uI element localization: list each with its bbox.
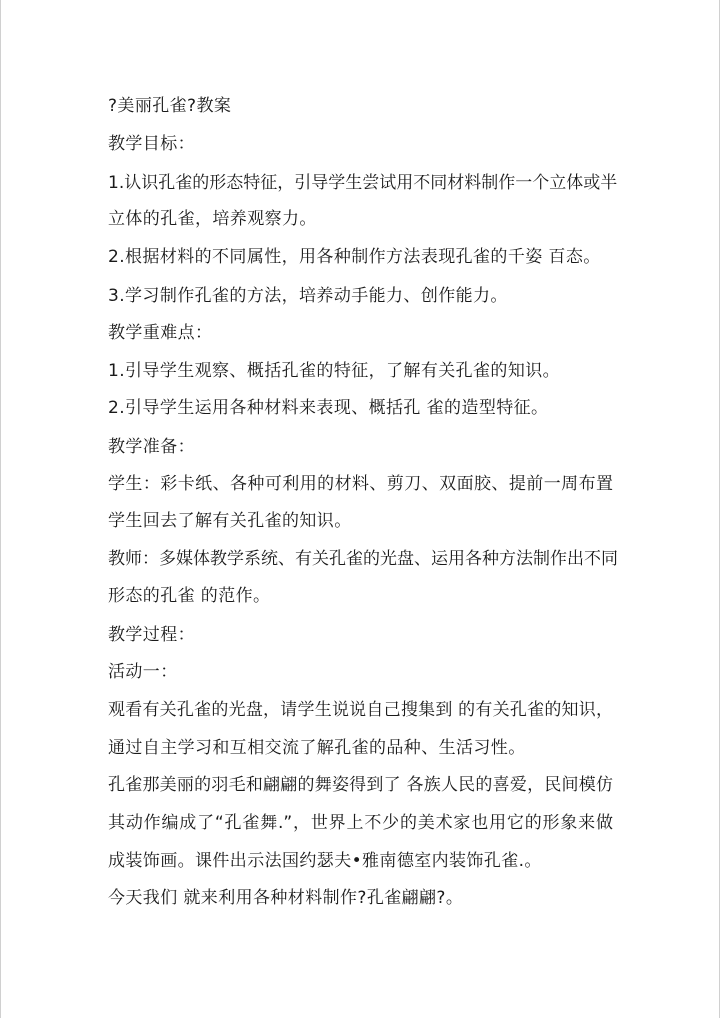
key-point-2: 2.引导学生运用各种材料来表现、概括孔 雀的造型特征。	[108, 398, 549, 418]
prep-teacher-line-1: 教师：多媒体教学系统、有关孔雀的光盘、运用各种方法制作出不同	[108, 549, 618, 569]
document-title: ?美丽孔雀?教案	[108, 96, 232, 116]
objective-1-line-1: 1.认识孔雀的形态特征，引导学生尝试用不同材料制作一个立体或半	[108, 173, 618, 193]
activity-1-para-1-line-1: 观看有关孔雀的光盘，请学生说说自己搜集到 的有关孔雀的知识，	[108, 700, 613, 720]
preparation-heading: 教学准备：	[108, 437, 195, 457]
objective-1-line-2: 立体的孔雀，培养观察力。	[108, 209, 317, 229]
activity-1-para-2-line-3: 成装饰画。课件出示法国约瑟夫•雅南德室内装饰孔雀.。	[108, 851, 542, 871]
activity-1-para-3: 今天我们 就来利用各种材料制作?孔雀翩翩?。	[108, 888, 464, 908]
objective-2: 2.根据材料的不同属性，用各种制作方法表现孔雀的千姿 百态。	[108, 247, 601, 267]
objective-3: 3.学习制作孔雀的方法，培养动手能力、创作能力。	[108, 286, 508, 306]
process-heading: 教学过程：	[108, 625, 195, 645]
activity-1-para-2-line-1: 孔雀那美丽的羽毛和翩翩的舞姿得到了 各族人民的喜爱，民间模仿	[108, 775, 613, 795]
key-point-1: 1.引导学生观察、概括孔雀的特征，了解有关孔雀的知识。	[108, 361, 561, 381]
prep-student-line-1: 学生：彩卡纸、各种可利用的材料、剪刀、双面胶、提前一周布置	[108, 474, 613, 494]
key-points-heading: 教学重难点：	[108, 323, 213, 343]
activity-1-para-1-line-2: 通过自主学习和互相交流了解孔雀的品种、生活习性。	[108, 738, 526, 758]
activity-1-heading: 活动一：	[108, 662, 178, 682]
objectives-heading: 教学目标：	[108, 134, 195, 154]
activity-1-para-2-line-2: 其动作编成了“孔雀舞.”，世界上不少的美术家也用它的形象来做	[108, 813, 613, 833]
prep-teacher-line-2: 形态的孔雀 的范作。	[108, 586, 271, 606]
prep-student-line-2: 学生回去了解有关孔雀的知识。	[108, 511, 352, 531]
